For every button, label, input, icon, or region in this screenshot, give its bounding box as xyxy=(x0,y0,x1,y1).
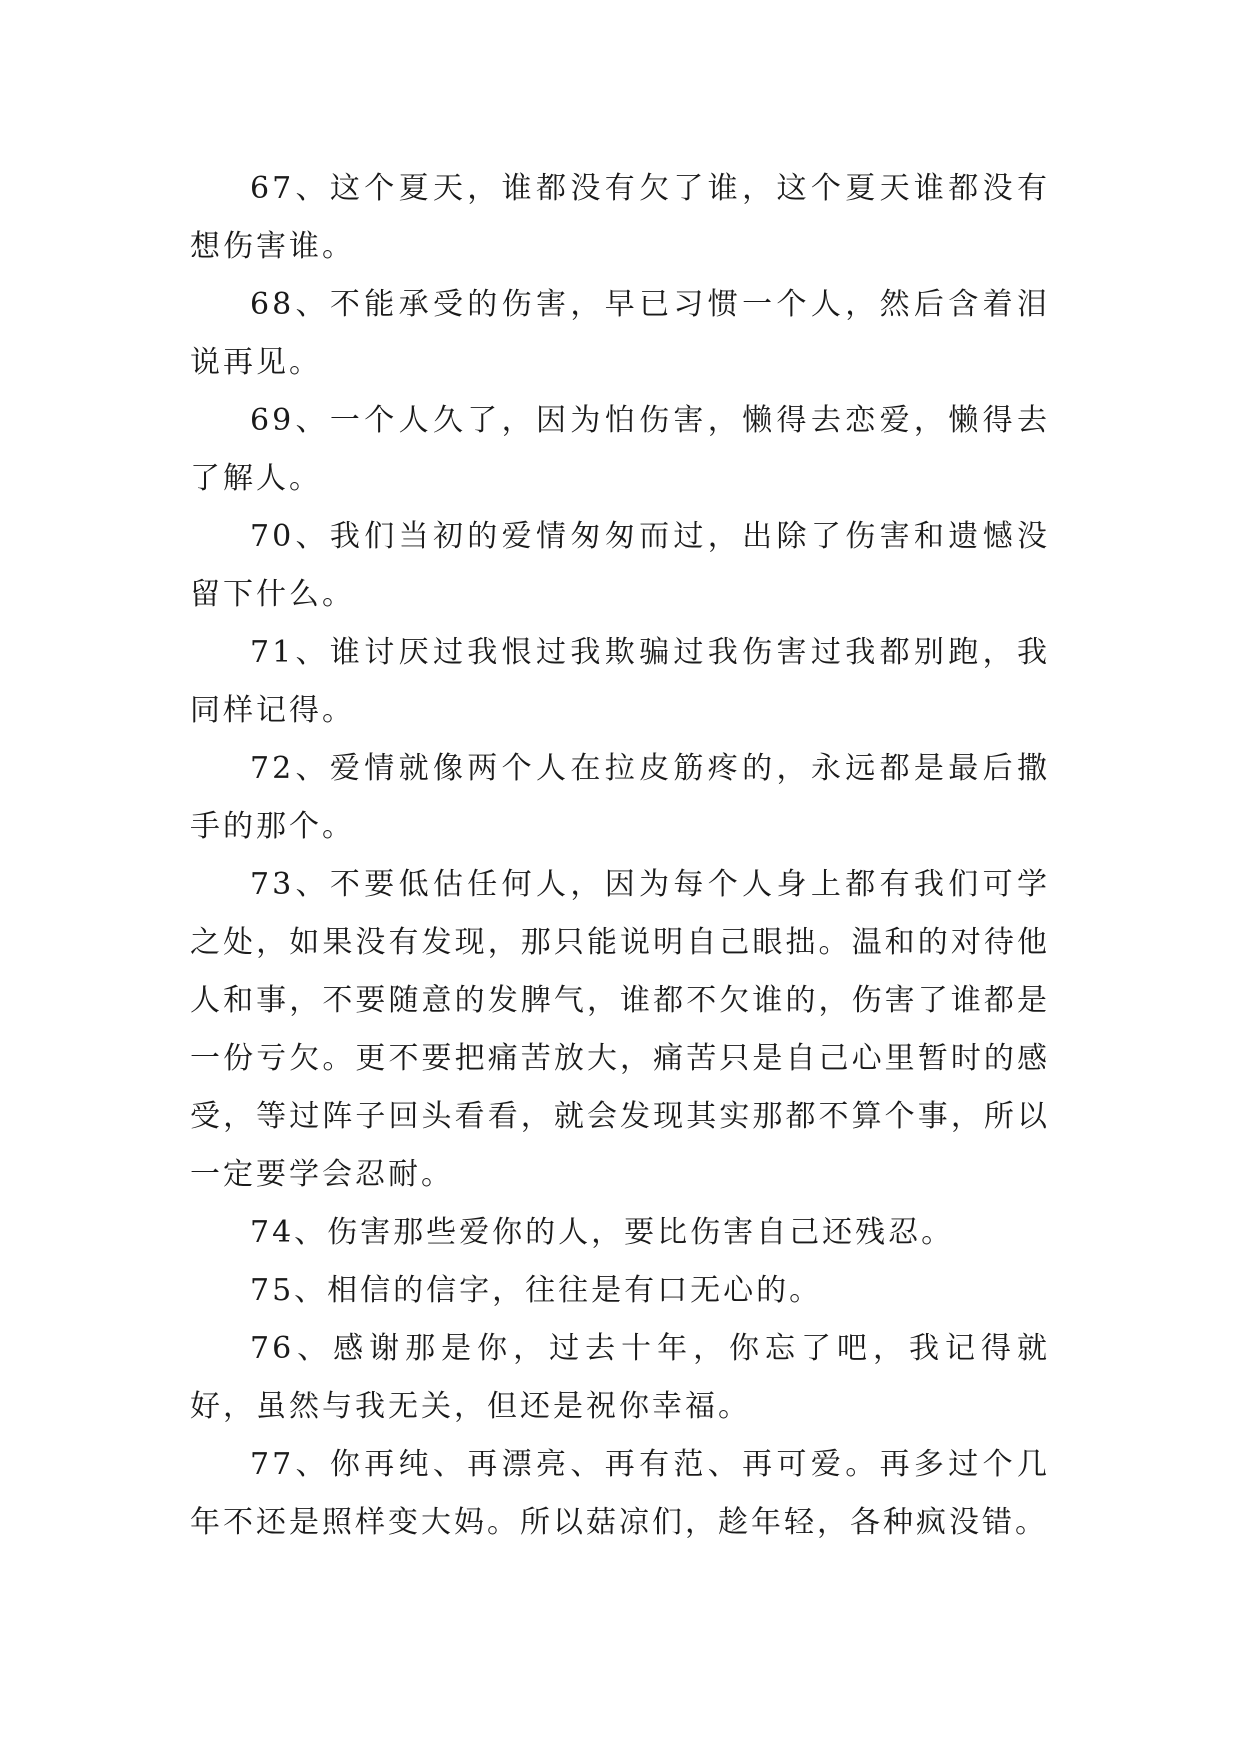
paragraph-77: 77、你再纯、再漂亮、再有范、再可爱。再多过个几年不还是照样变大妈。所以菇凉们，趁年轻，各种疯没错。 xyxy=(190,1447,1050,1540)
paragraph-69: 69、一个人久了，因为怕伤害，懒得去恋爱，懒得去了解人。 xyxy=(190,403,1050,496)
paragraph-67: 67、这个夏天，谁都没有欠了谁，这个夏天谁都没有想伤害谁。 xyxy=(190,171,1050,264)
paragraph-70: 70、我们当初的爱情匆匆而过，出除了伤害和遗憾没留下什么。 xyxy=(190,519,1050,612)
paragraph-72: 72、爱情就像两个人在拉皮筋疼的，永远都是最后撒手的那个。 xyxy=(190,751,1050,844)
paragraph-74: 74、伤害那些爱你的人，要比伤害自己还残忍。 xyxy=(250,1215,955,1250)
paragraph-73: 73、不要低估任何人，因为每个人身上都有我们可学之处，如果没有发现，那只能说明自己眼拙。温和的对待他人和事，不要随意的发脾气，谁都不欠谁的，伤害了谁都是一份亏欠。更不要把痛苦放大，痛苦只是自己心里暂时的感受，等过阵子回头看看，就会发现其实那都不算个事，所以一定要学会忍耐。 xyxy=(190,867,1050,1192)
paragraph-68: 68、不能承受的伤害，早已习惯一个人，然后含着泪说再见。 xyxy=(190,287,1050,380)
paragraph-71: 71、谁讨厌过我恨过我欺骗过我伤害过我都别跑，我同样记得。 xyxy=(190,635,1050,728)
paragraph-75: 75、相信的信字，往往是有口无心的。 xyxy=(250,1273,823,1308)
paragraph-76: 76、感谢那是你，过去十年，你忘了吧，我记得就好，虽然与我无关，但还是祝你幸福。 xyxy=(190,1331,1050,1424)
document-body xyxy=(190,160,1050,1552)
